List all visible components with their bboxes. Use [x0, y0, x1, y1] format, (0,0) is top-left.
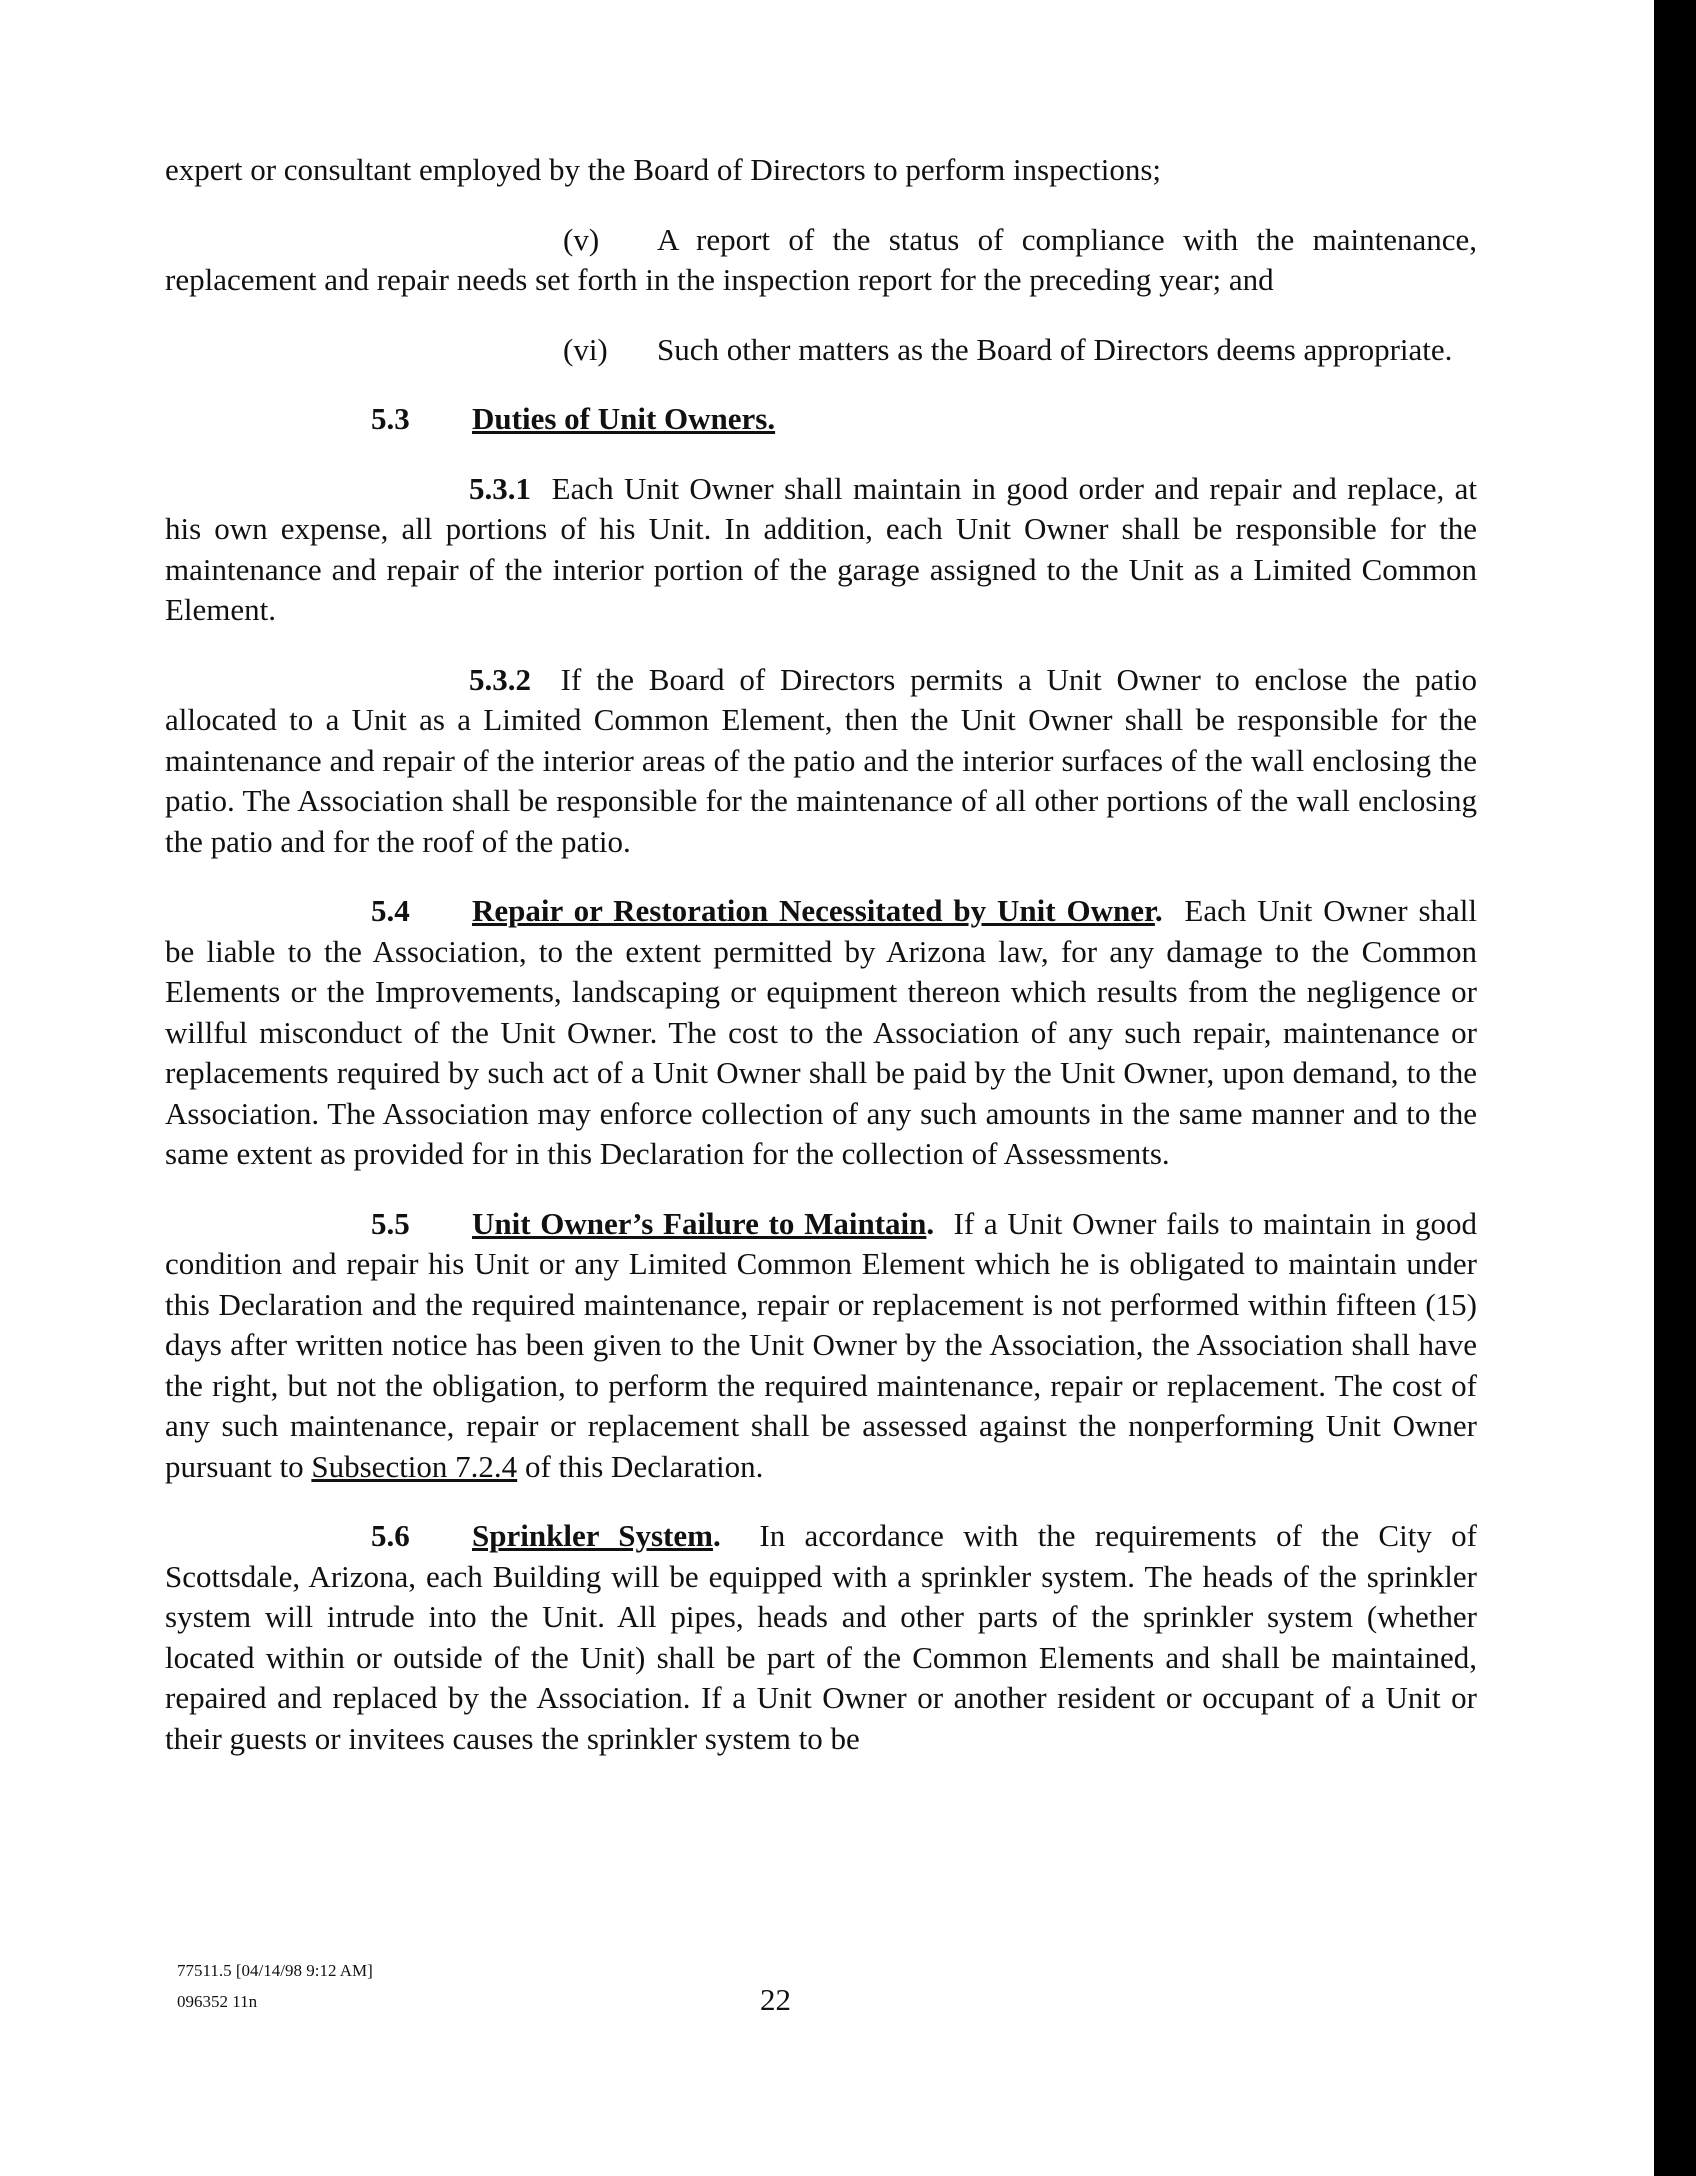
section-number: 5.3 [371, 401, 410, 436]
section-5-6: 5.6 Sprinkler System. In accordance with the requirements of the City of Scottsdale, Arizona, each Building will be equipped with a sprinkler system. The heads of the sprinkler system will intrude into the Unit. All pipes, heads and other parts of the sprinkler system (whether located within or outside of the Unit) shall be part of the Common Elements and shall be maintained, repaired and replaced by the Association. If a Unit Owner or another resident or occupant of a Unit or their guests or invitees causes the sprinkler system to be [165, 1518, 1477, 1756]
item-number: (vi) [563, 331, 608, 367]
footer-file-id: 096352 11n [177, 1992, 258, 2011]
item-number: (v) [563, 221, 600, 257]
page-number: 22 [760, 1982, 791, 2017]
footer-doc-info [177, 1955, 373, 2017]
footer-doc-id: 77511.5 [04/14/98 9:12 AM] [177, 1961, 373, 1980]
document-page [165, 150, 1477, 1759]
section-heading: Unit Owner’s Failure to Maintain [472, 1205, 927, 1241]
section-text: If a Unit Owner fails to maintain in good condition and repair his Unit or any Limited Common Element which he is obligated to maintain under this Declaration and the required maintenance, repair or replacement is not performed within fifteen (15) days after written notice has been given to the Unit Owner by the Association, the Association shall have the right, but not the obligation, to perform the required maintenance, repair or replacement. The cost of any such maintenance, repair or replacement shall be assessed against the nonperforming Unit Owner pursuant to [165, 1205, 1478, 1484]
scan-edge-bar [1654, 0, 1696, 2176]
paragraph-fragment [165, 150, 1477, 191]
section-heading: Repair or Restoration Necessitated by Unit Owner [472, 893, 1155, 928]
section-text: Each Unit Owner shall be liable to the Association, to the extent permitted by Arizona law, for any damage to the Common Elements or the Improvements, landscaping or equipment thereon which results from the negligence or willful misconduct of the Unit Owner. The cost to the Association of any such repair, maintenance or replacements required by such act of a Unit Owner shall be paid by the Unit Owner, upon demand, to the Association. The Association may enforce collection of any such amounts in the same manner and to the same extent as provided for in this Declaration for the collection of Assessments. [165, 893, 1477, 1171]
subsection-5-3-1 [165, 469, 1477, 631]
item-text: Such other matters as the Board of Directors deems appropriate. [657, 331, 1453, 367]
subsection-number: 5.3.1 [469, 470, 531, 506]
subsection-reference-link: Subsection 7.2.4 [311, 1448, 518, 1484]
section-text: In accordance with the requirements of the City of Scottsdale, Arizona, each Building will be equipped with a sprinkler system. The heads of the sprinkler system will intrude into the Unit. All pipes, heads and other parts of the sprinkler system (whether located within or outside of the Unit) shall be part of the Common Elements and shall be maintained, repaired and replaced by the Association. If a Unit Owner or another resident or occupant of a Unit or their guests or invitees causes the sprinkler system to be [165, 1518, 1477, 1756]
section-5-4: 5.4 Repair or Restoration Necessitated by Unit Owner. Each Unit Owner shall be liable to the Association, to the extent permitted by Arizona law, for any damage to the Common Elements or the Improvements, landscaping or equipment thereon which results from the negligence or willful misconduct of the Unit Owner. The cost to the Association of any such repair, maintenance or replacements required by such act of a Unit Owner shall be paid by the Unit Owner, upon demand, to the Association. The Association may enforce collection of any such amounts in the same manner and to the same extent as provided for in this Declaration for the collection of Assessments. [165, 893, 1477, 1171]
item-text: A report of the status of compliance with the maintenance, replacement and repair needs set forth in the inspection report for the preceding year; and [165, 221, 1477, 297]
list-item-v [165, 220, 1477, 301]
fragment-text: expert or consultant employed by the Board of Directors to perform inspections; [165, 152, 1162, 187]
section-number: 5.4 [371, 893, 410, 928]
section-text-end: of this Declaration. [524, 1448, 764, 1484]
section-heading-5-3 [165, 399, 1477, 440]
section-number: 5.5 [371, 1205, 410, 1241]
section-number: 5.6 [371, 1518, 410, 1553]
section-heading: Sprinkler System [472, 1518, 713, 1553]
list-item-vi [165, 330, 1477, 371]
section-heading: Duties of Unit Owners. [472, 401, 776, 436]
subsection-number: 5.3.2 [469, 661, 531, 697]
subsection-text: Each Unit Owner shall maintain in good order and repair and replace, at his own expense, all portions of his Unit. In addition, each Unit Owner shall be responsible for the maintenance and repair of the interior portion of the garage assigned to the Unit as a Limited Common Element. [165, 470, 1478, 627]
subsection-text: If the Board of Directors permits a Unit Owner to enclose the patio allocated to a Unit as a Limited Common Element, then the Unit Owner shall be responsible for the maintenance and repair of the interior areas of the patio and the interior surfaces of the wall enclosing the patio. The Association shall be responsible for the maintenance of all other portions of the wall enclosing the patio and for the roof of the patio. [165, 661, 1477, 859]
subsection-5-3-2 [165, 660, 1477, 863]
section-5-5: 5.5 Unit Owner’s Failure to Maintain. If a Unit Owner fails to maintain in good condition and repair his Unit or any Limited Common Element which he is obligated to maintain under this Declaration and the required maintenance, repair or replacement is not performed within fifteen (15) days after written notice has been given to the Unit Owner by the Association, the Association shall have the right, but not the obligation, to perform the required maintenance, repair or replacement. The cost of any such maintenance, repair or replacement shall be assessed against the nonperforming Unit Owner pursuant to Subsection 7.2.4 of this Declaration. [165, 1205, 1478, 1484]
